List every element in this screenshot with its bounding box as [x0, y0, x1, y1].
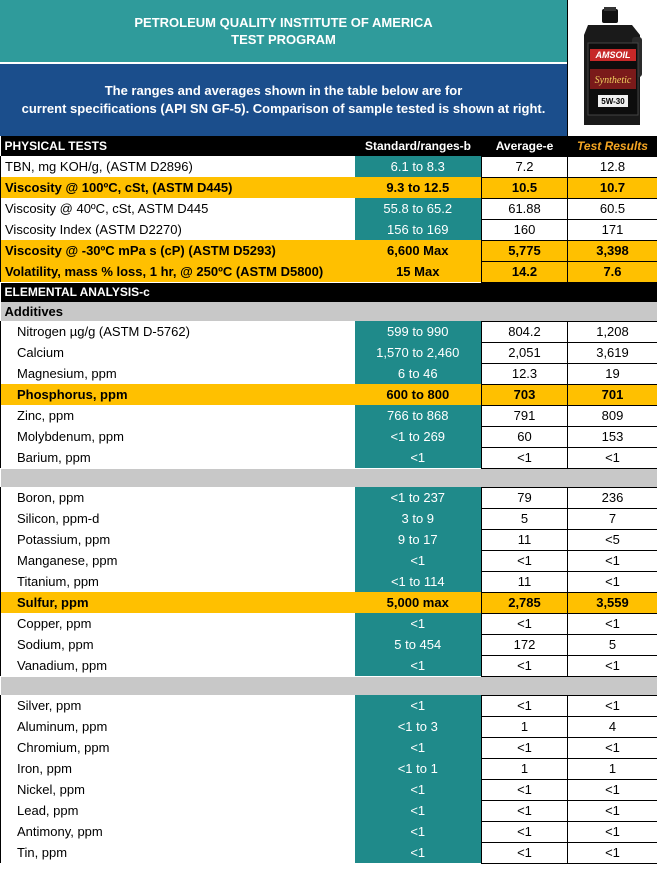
row-average: <1 — [482, 447, 568, 468]
physical-tests-header-row — [1, 136, 657, 156]
product-image — [567, 0, 657, 136]
row-result: 3,398 — [568, 240, 657, 261]
additives-heading-row — [1, 302, 657, 321]
row-standard: <1 — [355, 779, 482, 800]
row-name: Viscosity @ -30ºC mPa s (cP) (ASTM D5293) — [1, 240, 355, 261]
table-row — [1, 198, 657, 219]
table-row — [1, 426, 657, 447]
header-note-line2: current specifications (API SN GF-5). Comparison of sample tested is shown at right. — [21, 101, 546, 116]
row-average: 60 — [482, 426, 568, 447]
table-row — [1, 737, 657, 758]
row-standard: 600 to 800 — [355, 384, 482, 405]
row-name: Aluminum, ppm — [1, 716, 355, 737]
row-average: 14.2 — [482, 261, 568, 282]
row-standard: <1 — [355, 550, 482, 571]
row-average: 79 — [482, 487, 568, 508]
row-result: 7.6 — [568, 261, 657, 282]
row-name: Sulfur, ppm — [1, 592, 355, 613]
table-row — [1, 363, 657, 384]
row-standard: <1 to 269 — [355, 426, 482, 447]
row-name: Copper, ppm — [1, 613, 355, 634]
table-row — [1, 842, 657, 863]
row-name: Antimony, ppm — [1, 821, 355, 842]
row-name: Chromium, ppm — [1, 737, 355, 758]
table-row — [1, 487, 657, 508]
row-standard: 9.3 to 12.5 — [355, 177, 482, 198]
table-row — [1, 758, 657, 779]
group-divider — [1, 676, 657, 695]
table-row — [1, 177, 657, 198]
row-standard: 6.1 to 8.3 — [355, 156, 482, 177]
header-title-line2: TEST PROGRAM — [231, 32, 336, 47]
table-row — [1, 321, 657, 342]
row-name: Viscosity @ 100ºC, cSt, (ASTM D445) — [1, 177, 355, 198]
average-column-header: Average-e — [482, 136, 568, 156]
row-result: <1 — [568, 821, 657, 842]
row-result: 1 — [568, 758, 657, 779]
row-name: Vanadium, ppm — [1, 655, 355, 676]
row-standard: 6,600 Max — [355, 240, 482, 261]
row-average: <1 — [482, 655, 568, 676]
group-divider — [1, 468, 657, 487]
row-average: 172 — [482, 634, 568, 655]
row-name: Titanium, ppm — [1, 571, 355, 592]
row-average: 2,051 — [482, 342, 568, 363]
row-average: <1 — [482, 779, 568, 800]
row-name: Viscosity @ 40ºC, cSt, ASTM D445 — [1, 198, 355, 219]
row-average: 804.2 — [482, 321, 568, 342]
row-average: 5,775 — [482, 240, 568, 261]
row-result: <1 — [568, 571, 657, 592]
row-average: <1 — [482, 821, 568, 842]
row-name: Silicon, ppm-d — [1, 508, 355, 529]
row-result: 1,208 — [568, 321, 657, 342]
row-standard: 9 to 17 — [355, 529, 482, 550]
table-row — [1, 695, 657, 716]
row-average: <1 — [482, 800, 568, 821]
table-row — [1, 342, 657, 363]
row-result: <1 — [568, 447, 657, 468]
row-result: <1 — [568, 779, 657, 800]
row-average: <1 — [482, 613, 568, 634]
row-name: Calcium — [1, 342, 355, 363]
row-name: Manganese, ppm — [1, 550, 355, 571]
row-average: 1 — [482, 758, 568, 779]
table-row — [1, 261, 657, 282]
table-row — [1, 655, 657, 676]
header-note-line1: The ranges and averages shown in the table below are for — [104, 83, 463, 98]
table-row — [1, 219, 657, 240]
row-result: <5 — [568, 529, 657, 550]
row-name: Tin, ppm — [1, 842, 355, 863]
row-average: 10.5 — [482, 177, 568, 198]
row-result: 153 — [568, 426, 657, 447]
row-result: 171 — [568, 219, 657, 240]
row-result: <1 — [568, 737, 657, 758]
row-average: 7.2 — [482, 156, 568, 177]
row-standard: 6 to 46 — [355, 363, 482, 384]
table-row — [1, 716, 657, 737]
table-row — [1, 550, 657, 571]
row-name: TBN, mg KOH/g, (ASTM D2896) — [1, 156, 355, 177]
results-table-body — [1, 136, 657, 863]
physical-tests-heading: PHYSICAL TESTS — [1, 136, 355, 156]
row-average: 2,785 — [482, 592, 568, 613]
standard-column-header: Standard/ranges-b — [355, 136, 482, 156]
row-average: <1 — [482, 842, 568, 863]
row-name: Nitrogen µg/g (ASTM D-5762) — [1, 321, 355, 342]
row-name: Magnesium, ppm — [1, 363, 355, 384]
row-average: 61.88 — [482, 198, 568, 219]
row-result: <1 — [568, 655, 657, 676]
table-row — [1, 779, 657, 800]
row-average: 11 — [482, 571, 568, 592]
header-title-line1: PETROLEUM QUALITY INSTITUTE OF AMERICA — [134, 15, 433, 30]
row-standard: <1 — [355, 447, 482, 468]
row-standard: <1 — [355, 613, 482, 634]
elemental-analysis-heading-row — [1, 282, 657, 302]
row-average: 160 — [482, 219, 568, 240]
row-standard: <1 to 114 — [355, 571, 482, 592]
table-row — [1, 405, 657, 426]
row-result: 60.5 — [568, 198, 657, 219]
table-row — [1, 821, 657, 842]
row-standard: <1 to 1 — [355, 758, 482, 779]
row-standard: <1 — [355, 800, 482, 821]
row-name: Barium, ppm — [1, 447, 355, 468]
row-standard: <1 — [355, 695, 482, 716]
product-brand: AMSOIL — [595, 50, 630, 60]
row-result: 19 — [568, 363, 657, 384]
row-name: Sodium, ppm — [1, 634, 355, 655]
row-name: Molybdenum, ppm — [1, 426, 355, 447]
results-column-header: Test Results — [568, 136, 657, 156]
table-row — [1, 613, 657, 634]
row-standard: <1 — [355, 737, 482, 758]
row-standard: <1 — [355, 842, 482, 863]
product-grade: 5W-30 — [600, 97, 625, 106]
row-name: Silver, ppm — [1, 695, 355, 716]
table-row — [1, 592, 657, 613]
row-name: Zinc, ppm — [1, 405, 355, 426]
row-result: 5 — [568, 634, 657, 655]
table-row — [1, 240, 657, 261]
table-row — [1, 634, 657, 655]
row-average: <1 — [482, 695, 568, 716]
row-standard: 3 to 9 — [355, 508, 482, 529]
row-result: 12.8 — [568, 156, 657, 177]
row-average: <1 — [482, 737, 568, 758]
results-table — [0, 136, 657, 864]
product-label: Synthetic — [594, 75, 631, 86]
table-row — [1, 447, 657, 468]
elemental-analysis-heading: ELEMENTAL ANALYSIS-c — [1, 282, 657, 302]
row-standard: 15 Max — [355, 261, 482, 282]
row-result: <1 — [568, 695, 657, 716]
row-standard: 156 to 169 — [355, 219, 482, 240]
row-average: 703 — [482, 384, 568, 405]
table-row — [1, 156, 657, 177]
table-row — [1, 571, 657, 592]
row-name: Iron, ppm — [1, 758, 355, 779]
additives-heading: Additives — [1, 302, 657, 321]
row-standard: 1,570 to 2,460 — [355, 342, 482, 363]
header-title-block — [0, 0, 567, 64]
row-result: 4 — [568, 716, 657, 737]
row-average: <1 — [482, 550, 568, 571]
row-result: 3,619 — [568, 342, 657, 363]
table-row — [1, 508, 657, 529]
row-standard: 55.8 to 65.2 — [355, 198, 482, 219]
row-result: 3,559 — [568, 592, 657, 613]
row-result: 809 — [568, 405, 657, 426]
row-standard: <1 — [355, 821, 482, 842]
row-average: 11 — [482, 529, 568, 550]
row-standard: 599 to 990 — [355, 321, 482, 342]
row-average: 791 — [482, 405, 568, 426]
row-result: <1 — [568, 800, 657, 821]
row-name: Volatility, mass % loss, 1 hr, @ 250ºC (ASTM D5800) — [1, 261, 355, 282]
row-name: Nickel, ppm — [1, 779, 355, 800]
row-standard: 766 to 868 — [355, 405, 482, 426]
group-divider-cell — [1, 676, 657, 695]
row-average: 12.3 — [482, 363, 568, 384]
table-row — [1, 800, 657, 821]
row-average: 1 — [482, 716, 568, 737]
oil-bottle-icon — [574, 7, 652, 129]
row-name: Lead, ppm — [1, 800, 355, 821]
row-standard: 5,000 max — [355, 592, 482, 613]
row-result: 10.7 — [568, 177, 657, 198]
row-result: 236 — [568, 487, 657, 508]
row-name: Boron, ppm — [1, 487, 355, 508]
header-note-block — [0, 64, 567, 136]
row-result: <1 — [568, 842, 657, 863]
report-header — [0, 0, 567, 136]
row-standard: <1 to 237 — [355, 487, 482, 508]
row-result: <1 — [568, 550, 657, 571]
row-result: 701 — [568, 384, 657, 405]
row-standard: 5 to 454 — [355, 634, 482, 655]
row-standard: <1 to 3 — [355, 716, 482, 737]
row-name: Phosphorus, ppm — [1, 384, 355, 405]
row-standard: <1 — [355, 655, 482, 676]
row-name: Potassium, ppm — [1, 529, 355, 550]
row-result: 7 — [568, 508, 657, 529]
row-name: Viscosity Index (ASTM D2270) — [1, 219, 355, 240]
table-row — [1, 384, 657, 405]
table-row — [1, 529, 657, 550]
group-divider-cell — [1, 468, 657, 487]
row-result: <1 — [568, 613, 657, 634]
row-average: 5 — [482, 508, 568, 529]
